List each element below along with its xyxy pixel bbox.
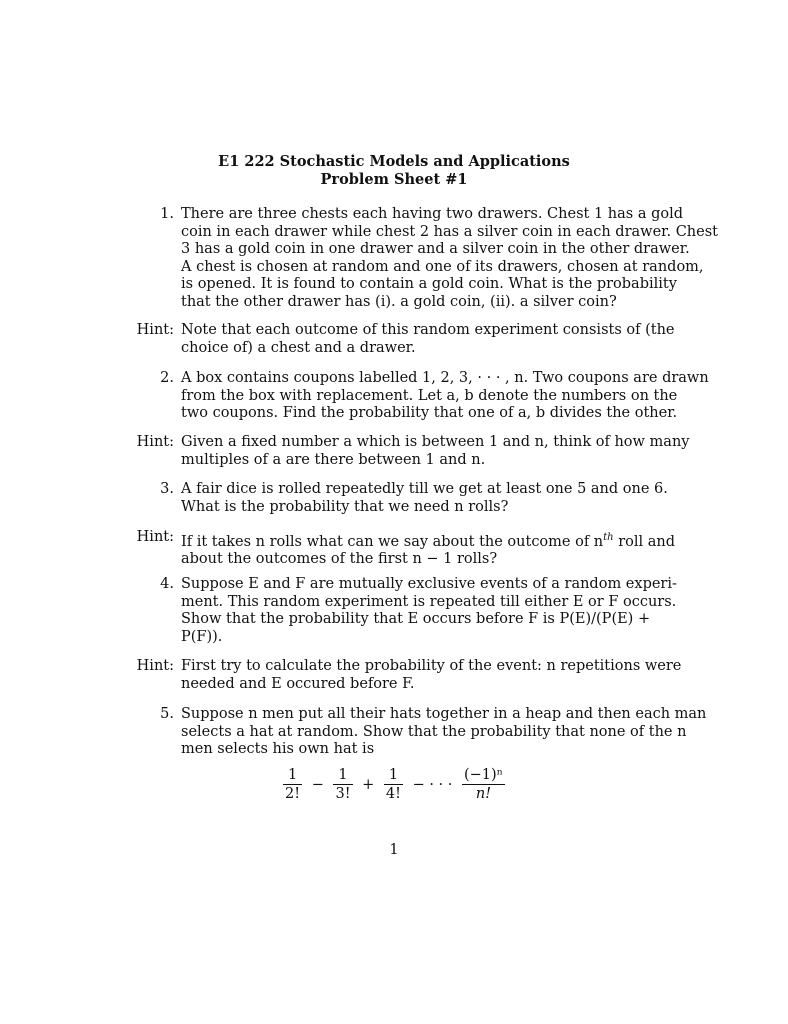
- problem-number: 1.: [160, 206, 174, 222]
- numerator: 1: [283, 766, 302, 785]
- text-line: A fair dice is rolled repeatedly till we get at least one 5 and one 6.: [181, 481, 668, 497]
- problem-text: [181, 576, 677, 646]
- text-line: needed and E occured before F.: [181, 675, 415, 692]
- text-line: that the other drawer has (i). a gold coin, (ii). a silver coin?: [181, 293, 617, 310]
- text-line: First try to calculate the probability of the event: n repetitions were: [181, 658, 682, 674]
- text-line: Note that each outcome of this random experiment consists of (the: [181, 322, 675, 338]
- numerator: (−1)ⁿ: [464, 767, 503, 783]
- hint-label: Hint:: [136, 658, 174, 674]
- text-line: Suppose n men put all their hats together in a heap and then each man: [181, 706, 707, 722]
- text-line: What is the probability that we need n rolls?: [181, 498, 509, 515]
- text-line: from the box with replacement. Let a, b denote the numbers on the: [181, 387, 678, 404]
- sheet-title: Problem Sheet #1: [320, 171, 468, 188]
- problem-text: [181, 706, 707, 759]
- text-line: A chest is chosen at random and one of its drawers, chosen at random,: [181, 258, 704, 275]
- operator: +: [362, 776, 375, 793]
- hint-label: Hint:: [136, 529, 174, 545]
- denominator: 2!: [285, 786, 301, 802]
- course-title: E1 222 Stochastic Models and Applications: [218, 153, 570, 170]
- text-fragment: If it takes n rolls what can we say about the outcome of n: [181, 533, 604, 550]
- text-line: A box contains coupons labelled 1, 2, 3, · · · , n. Two coupons are drawn: [181, 370, 709, 386]
- numerator: 1: [384, 766, 403, 785]
- hint-text: [181, 322, 675, 357]
- text-line: two coupons. Find the probability that one of a, b divides the other.: [181, 405, 678, 421]
- document-title: [0, 153, 788, 189]
- hint-text: [181, 658, 682, 693]
- problem-number: 4.: [160, 576, 174, 592]
- hint-text: [181, 529, 676, 569]
- hint-text: [181, 434, 690, 469]
- page-number: 1: [389, 842, 399, 858]
- text-line: about the outcomes of the first n − 1 rolls?: [181, 551, 498, 568]
- denominator: 4!: [385, 786, 401, 802]
- fraction: [333, 766, 352, 803]
- text-line: P(F)).: [181, 628, 223, 645]
- fraction: [384, 766, 403, 803]
- text-line: multiples of a are there between 1 and n.: [181, 451, 486, 468]
- problem-text: [181, 481, 668, 516]
- derangement-formula: [0, 766, 788, 803]
- text-line: coin in each drawer while chest 2 has a silver coin in each drawer. Chest: [181, 223, 718, 240]
- text-line: Given a fixed number a which is between 1 and n, think of how many: [181, 434, 690, 450]
- hint-label: Hint:: [136, 322, 174, 338]
- text-line: is opened. It is found to contain a gold coin. What is the probability: [181, 276, 677, 292]
- text-line: Show that the probability that E occurs before F is P(E)/(P(E) +: [181, 611, 651, 627]
- text-line: There are three chests each having two drawers. Chest 1 has a gold: [181, 206, 684, 222]
- text-fragment: roll and: [613, 533, 676, 550]
- text-line: choice of) a chest and a drawer.: [181, 339, 416, 356]
- operator: −: [311, 776, 324, 793]
- denominator: n!: [475, 786, 492, 802]
- problem-number: 3.: [160, 481, 174, 497]
- text-line: 3 has a gold coin in one drawer and a silver coin in the other drawer.: [181, 241, 690, 257]
- problem-number: 2.: [160, 370, 174, 386]
- text-line: men selects his own hat is: [181, 741, 375, 757]
- text-line: Suppose E and F are mutually exclusive events of a random experi-: [181, 576, 677, 592]
- problem-text: [181, 206, 718, 311]
- text-line: selects a hat at random. Show that the probability that none of the n: [181, 723, 687, 740]
- numerator: 1: [333, 766, 352, 785]
- denominator: 3!: [335, 786, 351, 802]
- text-line: [181, 529, 676, 551]
- fraction: [462, 766, 505, 803]
- superscript: th: [603, 532, 614, 543]
- hint-label: Hint:: [136, 434, 174, 450]
- operator: − · · ·: [412, 776, 453, 793]
- fraction: [283, 766, 302, 803]
- text-line: ment. This random experiment is repeated till either E or F occurs.: [181, 593, 677, 610]
- problem-number: 5.: [160, 706, 174, 722]
- problem-text: [181, 370, 709, 423]
